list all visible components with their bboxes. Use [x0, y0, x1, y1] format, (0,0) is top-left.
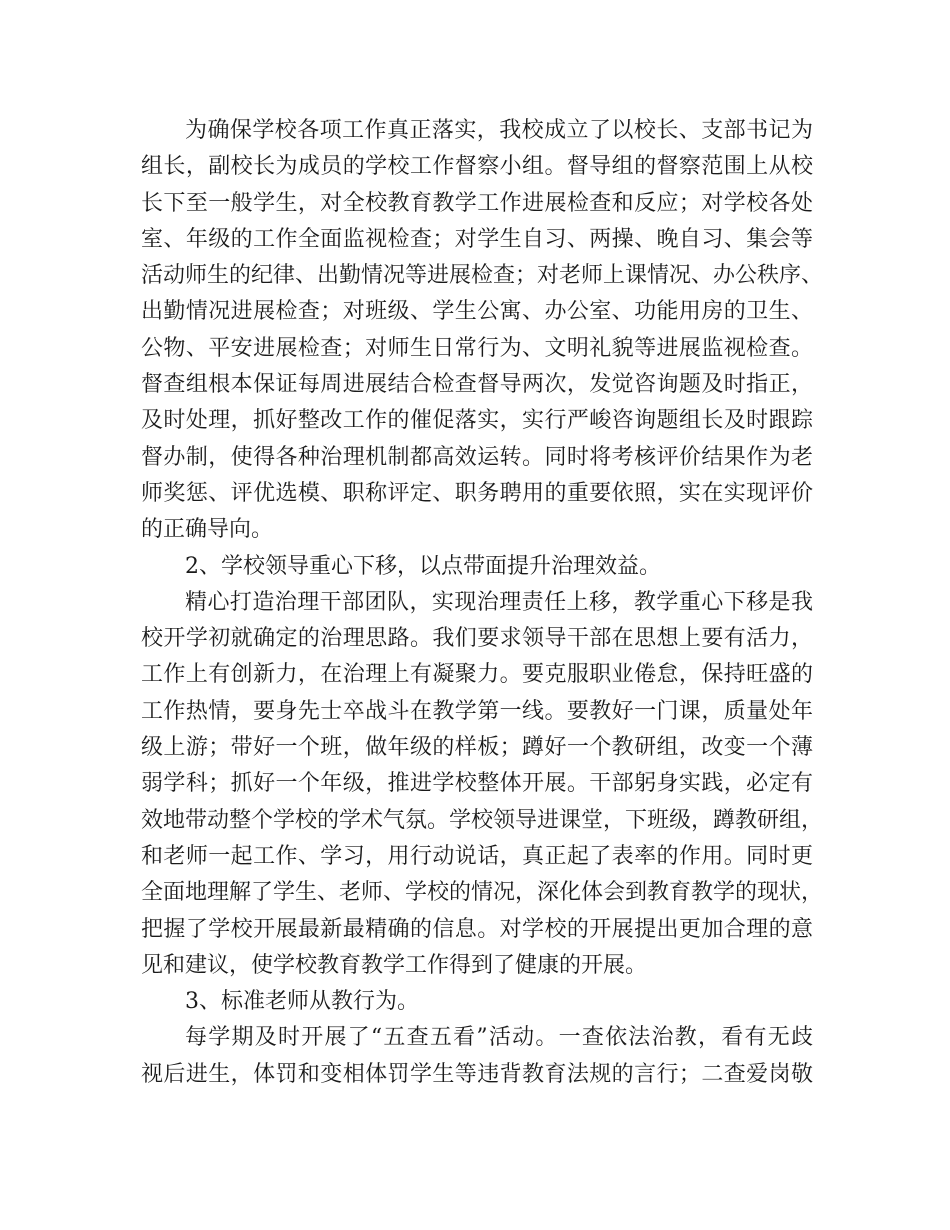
text-line: 见和建议，使学校教育教学工作得到了健康的开展。: [141, 952, 648, 978]
text-line: 组长，副校长为成员的学校工作督察小组。督导组的督察范围上从校: [141, 154, 813, 180]
text-line: 弱学科；抓好一个年级，推进学校整体开展。干部躬身实践，必定有: [141, 771, 813, 797]
text-line: 督查组根本保证每周进展结合检查督导两次，发觉咨询题及时指正，: [141, 372, 813, 398]
text-line: 出勤情况进展检查；对班级、学生公寓、办公室、功能用房的卫生、: [141, 299, 813, 325]
text-line: 每学期及时开展了“五查五看”活动。一查依法治教，看有无歧: [185, 1025, 813, 1051]
text-line: 为确保学校各项工作真正落实，我校成立了以校长、支部书记为: [185, 118, 813, 143]
text-line: 长下至一般学生，对全校教育教学工作进展检查和反应；对学校各处: [141, 190, 813, 216]
text-line: 和老师一起工作、学习，用行动说话，真正起了表率的作用。同时更: [141, 843, 813, 869]
text-line: 全面地理解了学生、老师、学校的情况，深化体会到教育教学的现状，: [141, 880, 824, 906]
text-line: 工作热情，要身先士卒战斗在教学第一线。要教好一门课，质量处年: [141, 698, 813, 724]
text-line: 效地带动整个学校的学术气氛。学校领导进课堂，下班级，蹲教研组，: [141, 807, 824, 833]
text-line: 督办制，使得各种治理机制都高效运转。同时将考核评价结果作为老: [141, 444, 813, 470]
text-line: 公物、平安进展检查；对师生日常行为、文明礼貌等进展监视检查。: [141, 335, 813, 361]
text-line: 室、年级的工作全面监视检查；对学生自习、两操、晚自习、集会等: [141, 226, 813, 252]
text-line: 校开学初就确定的治理思路。我们要求领导干部在思想上要有活力，: [141, 626, 813, 652]
text-line: 师奖惩、评优选模、职称评定、职务聘用的重要依照，实在实现评价: [141, 480, 813, 506]
text-line: 把握了学校开展最新最精确的信息。对学校的开展提出更加合理的意: [141, 916, 813, 942]
text-line: 的正确导向。: [141, 517, 274, 543]
text-line: 及时处理，抓好整改工作的催促落实，实行严峻咨询题组长及时跟踪: [141, 408, 813, 434]
text-line: 2、学校领导重心下移，以点带面提升治理效益。: [185, 553, 661, 579]
text-line: 视后进生，体罚和变相体罚学生等违背教育法规的言行；二查爱岗敬: [141, 1061, 813, 1087]
text-line: 3、标准老师从教行为。: [185, 989, 419, 1015]
text-line: 工作上有创新力，在治理上有凝聚力。要克服职业倦怠，保持旺盛的: [141, 662, 813, 688]
document-body: [141, 113, 824, 1093]
text-line: 活动师生的纪律、出勤情况等进展检查；对老师上课情况、办公秩序、: [141, 263, 824, 289]
text-line: 精心打造治理干部团队，实现治理责任上移，教学重心下移是我: [185, 589, 813, 615]
text-line: 级上游；带好一个班，做年级的样板；蹲好一个教研组，改变一个薄: [141, 735, 813, 761]
